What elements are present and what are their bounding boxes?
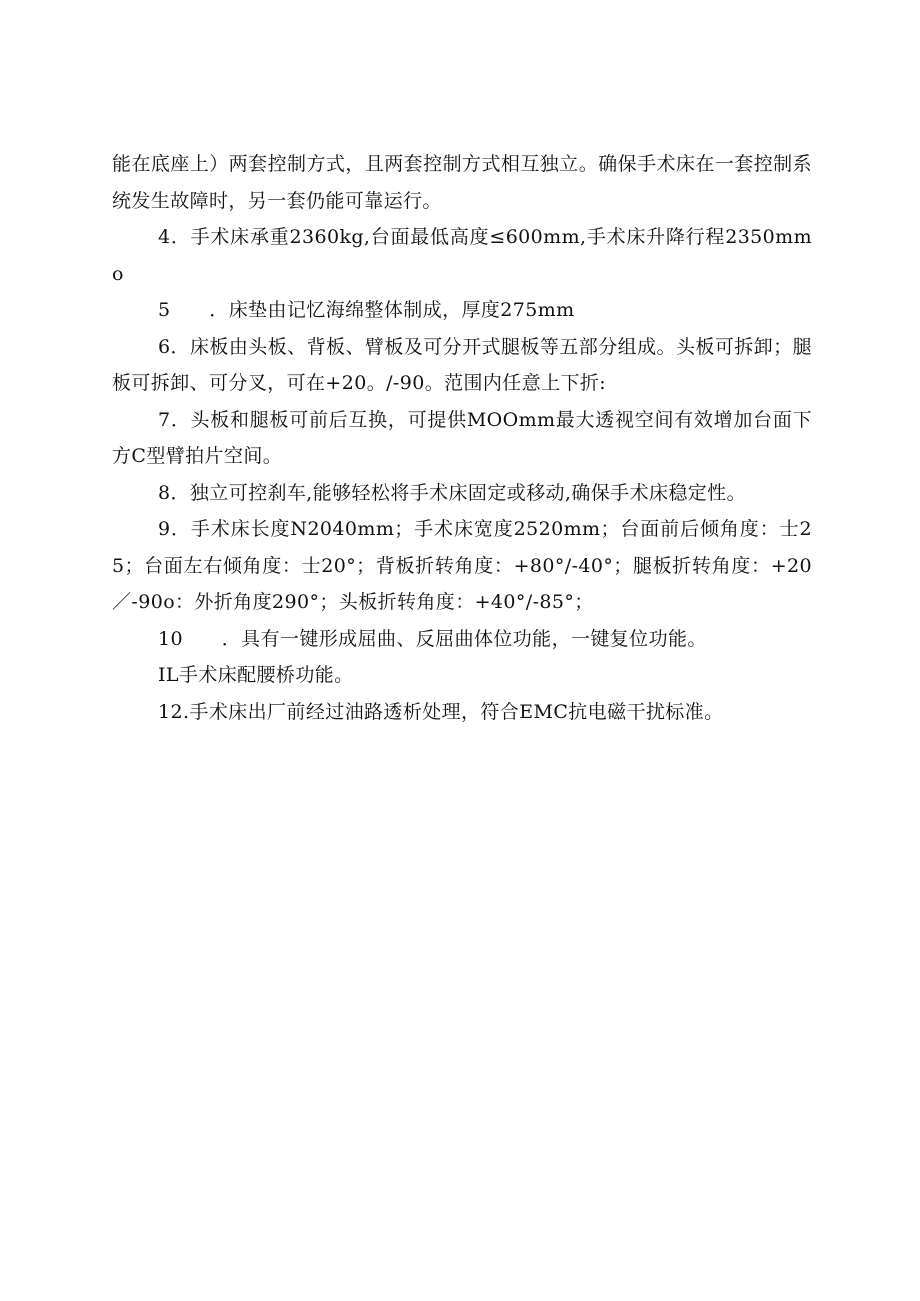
paragraph-item-4: 4．手术床承重2360kg,台面最低高度≤600mm,手术床升降行程2350mmo bbox=[112, 226, 812, 285]
document-body bbox=[112, 146, 812, 730]
paragraph-item-11: IL手术床配腰桥功能。 bbox=[158, 664, 354, 686]
paragraph-item-6: 6．床板由头板、背板、臂板及可分开式腿板等五部分组成。头板可拆卸；腿板可拆卸、可分叉，可在+20。/-90。范围内任意上下折: bbox=[112, 335, 812, 394]
paragraph-item-8: 8．独立可控刹车,能够轻松将手术床固定或移动,确保手术床稳定性。 bbox=[158, 481, 746, 504]
paragraph-item-10: 10 ．具有一键形成屈曲、反屈曲体位功能，一键复位功能。 bbox=[158, 627, 707, 650]
paragraph-item-9: 9．手术床长度N2040mm；手术床宽度2520mm；台面前后倾角度：士25；台面左右倾角度：士20°；背板折转角度：+80°/-40°；腿板折转角度：+20／-90o：外折角度290°；头板折转角度：+40°/-85°； bbox=[112, 518, 812, 613]
paragraph-item-7: 7．头板和腿板可前后互换，可提供MOOmm最大透视空间有效增加台面下方C型臂拍片空间。 bbox=[112, 408, 812, 467]
paragraph-item-5: 5 ．床垫由记忆海绵整体制成，厚度275mm bbox=[158, 299, 575, 321]
paragraph-item-12: 12.手术床出厂前经过油路透析处理，符合EMC抗电磁干扰标准。 bbox=[158, 700, 724, 723]
paragraph-continuation: 能在底座上）两套控制方式，且两套控制方式相互独立。确保手术床在一套控制系统发生故障时，另一套仍能可靠运行。 bbox=[112, 153, 812, 212]
